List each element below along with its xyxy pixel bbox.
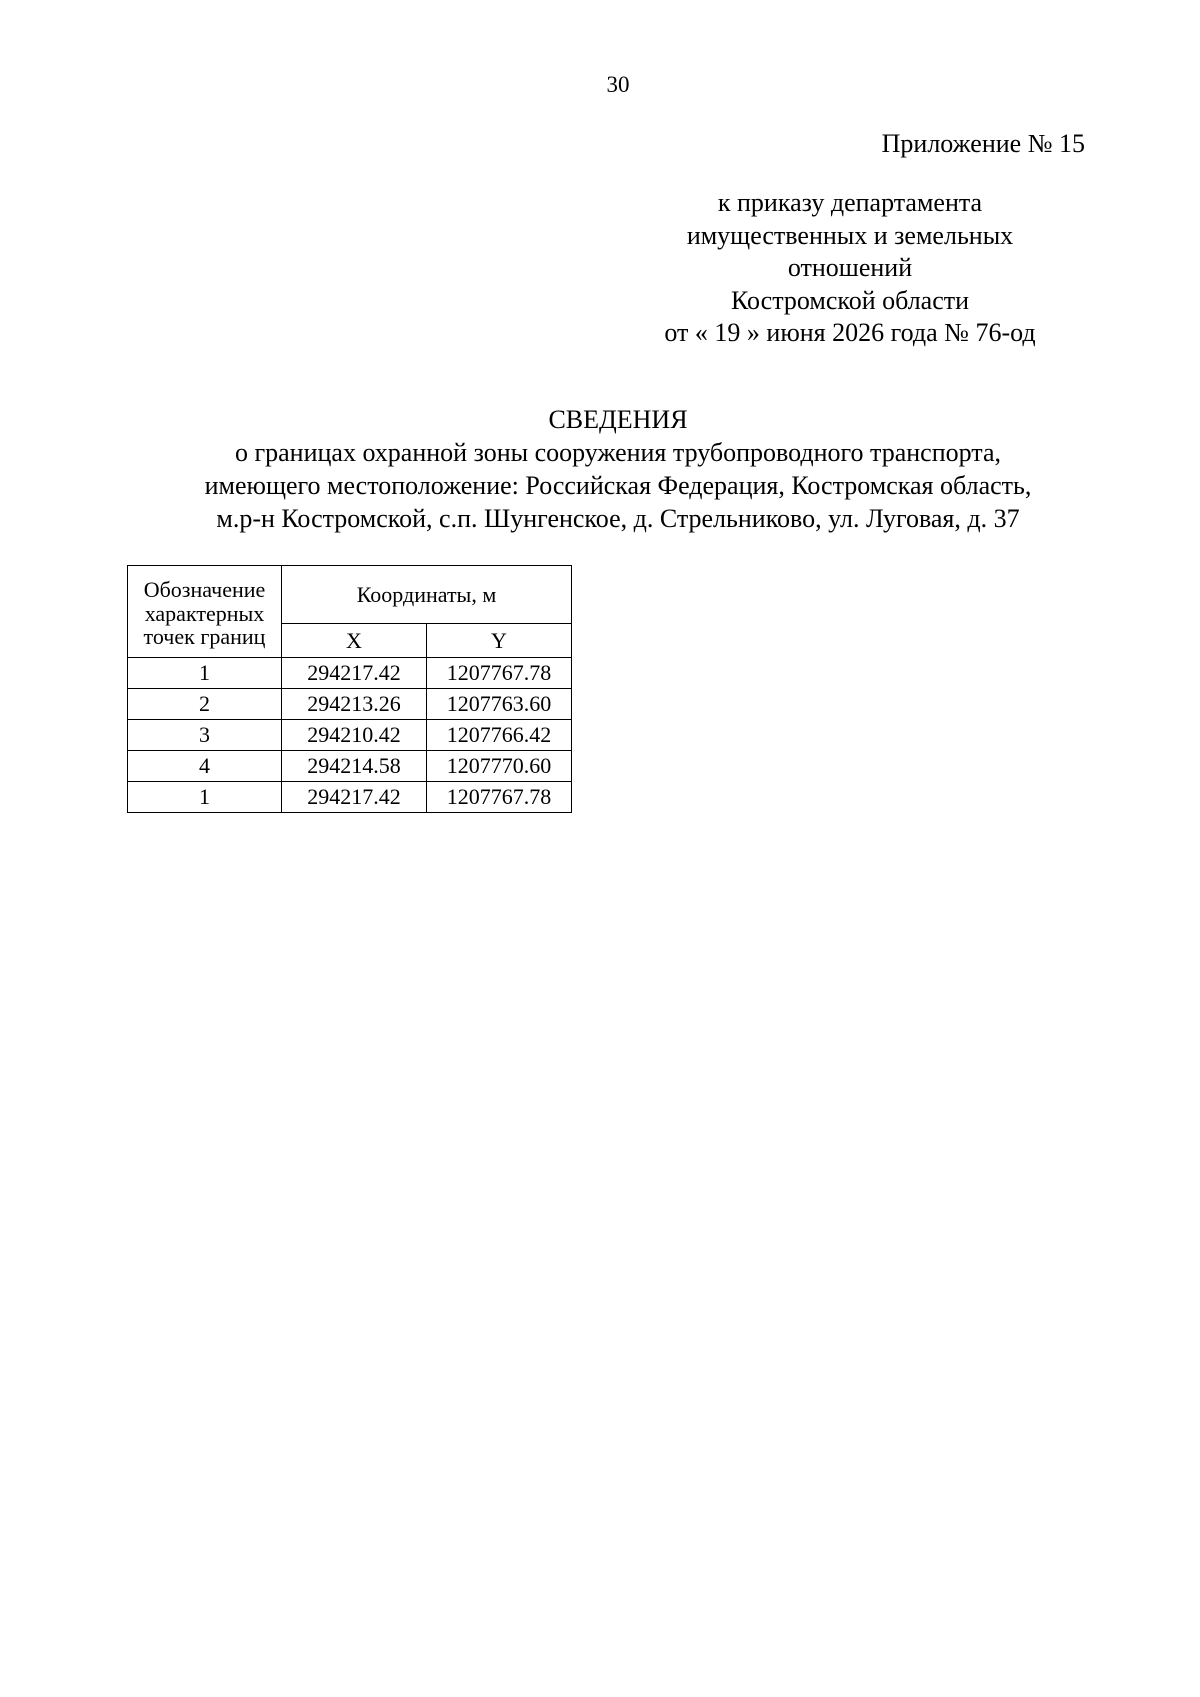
order-line: имущественных и земельных	[686, 220, 1014, 250]
header-coordinates: Координаты, м	[282, 566, 572, 624]
page-number: 30	[606, 72, 630, 97]
cell-x: 294217.42	[282, 782, 427, 813]
coordinates-table	[127, 565, 572, 813]
cell-point: 2	[128, 689, 282, 720]
order-line: к приказу департамента	[717, 188, 983, 217]
table-row	[128, 658, 572, 689]
document-heading: СВЕДЕНИЯ	[548, 405, 688, 434]
table-row	[128, 782, 572, 813]
order-line: Костромской области	[730, 285, 970, 315]
subheading-line: имеющего местоположение: Российская Федерация, Костромская область,	[204, 471, 1032, 500]
order-line: от « 19 » июня 2026 года № 76-од	[664, 318, 1036, 347]
cell-point: 3	[128, 720, 282, 751]
cell-y: 1207767.78	[427, 782, 572, 813]
cell-y: 1207766.42	[427, 720, 572, 751]
table-row	[128, 720, 572, 751]
table-row	[128, 751, 572, 782]
cell-x: 294217.42	[282, 658, 427, 689]
cell-y: 1207767.78	[427, 658, 572, 689]
cell-x: 294210.42	[282, 720, 427, 751]
cell-y: 1207763.60	[427, 689, 572, 720]
header-designation-line: Обозначение	[143, 577, 266, 603]
cell-x: 294214.58	[282, 751, 427, 782]
header-x: X	[282, 624, 427, 658]
subheading-line: м.р-н Костромской, с.п. Шунгенское, д. Стрельниково, ул. Луговая, д. 37	[216, 504, 1020, 533]
order-line: отношений	[787, 253, 913, 282]
header-designation-line: точек границ	[143, 624, 266, 650]
document-subheading	[0, 436, 1200, 535]
order-reference	[600, 187, 1100, 350]
cell-point: 4	[128, 751, 282, 782]
cell-x: 294213.26	[282, 689, 427, 720]
cell-point: 1	[128, 782, 282, 813]
header-designation-line: характерных	[144, 600, 265, 626]
header-designation	[128, 566, 282, 658]
header-y: Y	[427, 624, 572, 658]
table-row	[128, 689, 572, 720]
cell-point: 1	[128, 658, 282, 689]
appendix-title: Приложение № 15	[881, 129, 1085, 158]
subheading-line: о границах охранной зоны сооружения трубопроводного транспорта,	[234, 438, 1002, 467]
table-header-row	[128, 566, 572, 624]
cell-y: 1207770.60	[427, 751, 572, 782]
